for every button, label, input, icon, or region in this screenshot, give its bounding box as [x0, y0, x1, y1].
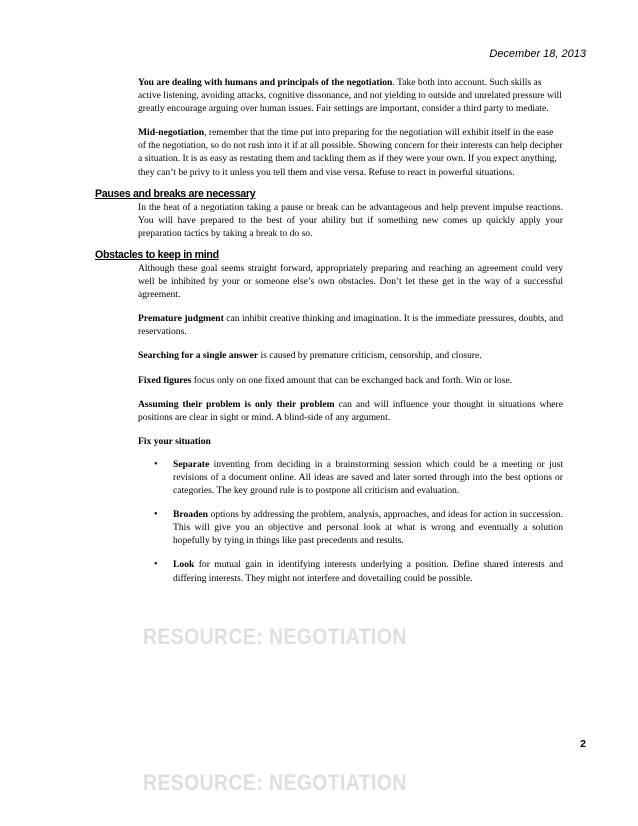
list-item-broaden — [154, 508, 563, 547]
section-heading-pauses: Pauses and breaks are necessary — [95, 187, 256, 200]
bullet-text: for mutual gain in identifying interests underlying a position. Define shared interests and differing interests. They might not interfere and dovetailing could be possible. — [173, 559, 563, 584]
obstacle-text: focus only on one fixed amount that can be exchanged back and forth. Win or lose. — [191, 374, 513, 386]
bullet-text: inventing from deciding in a brainstorming session which could be a meeting or just revisions of a document online. All ideas are saved and later sorted through into the best options or categories. The key ground rule is to postpone all criticism and evaluation. — [173, 458, 563, 497]
pauses-paragraph: In the heat of a negotiation taking a pause or break can be advantageous and help prevent impulse reactions. You will have prepared to the best of your ability but if something new comes up quickly apply your preparation tactics by taking a break to do so. — [138, 201, 563, 239]
obstacle-premature-judgment — [138, 312, 563, 338]
bullet-lead: Broaden — [173, 509, 209, 521]
section-heading-obstacles: Obstacles to keep in mind — [95, 248, 219, 261]
bullet-icon: • — [154, 458, 158, 470]
intro-paragraph-humans — [138, 76, 563, 115]
bullet-icon: • — [154, 509, 158, 521]
obstacle-lead: Searching for a single answer — [138, 350, 259, 362]
intro-humans-lead: You are dealing with humans and principals of the negotiation — [138, 77, 393, 88]
obstacle-lead: Premature judgment — [138, 313, 224, 325]
obstacles-intro-paragraph: Although these goal seems straight forward, appropriately preparing and reaching an agreement could very well be inhibited by your or someone else’s own obstacles. Don’t let these get in the way of a successful agreement. — [138, 262, 563, 301]
intro-mid-lead: Mid-negotiation — [138, 127, 205, 139]
bullet-text: options by addressing the problem, analysis, approaches, and ideas for action in succession. This will give you an objective and personal look at what is wrong and eventually a solution hopefully by tying in things like past precedents and results. — [173, 509, 563, 547]
document-date: December 18, 2013 — [489, 48, 586, 60]
bullet-icon: • — [154, 559, 158, 571]
obstacle-text: can and will influence your thought in situations where positions are clear in sight or mind. A blind-side of any argument. — [138, 398, 563, 423]
intro-mid-text: , remember that the time put into preparing for the negotiation will exhibit itself in the ease of the negotiation, so do not rush into it if at all possible. Showing concern for their interests can help decipher a situation. It is as easy as restating them and tackling them as if they were your own. If you expect anything, they can’t be privy to it unless you tell them and vise versa. Refuse to react in powerful situations. — [138, 127, 563, 178]
page-number: 2 — [580, 738, 586, 750]
obstacle-fixed-figures — [138, 374, 563, 387]
bullet-lead: Look — [173, 559, 195, 571]
intro-paragraph-mid-negotiation — [138, 126, 563, 178]
watermark-text-footer: RESOURCE: NEGOTIATION — [143, 770, 407, 795]
obstacle-text: can inhibit creative thinking and imagination. It is the immediate pressures, doubts, and reservations. — [138, 313, 563, 338]
page-content — [95, 76, 563, 596]
fix-situation-label: Fix your situation — [138, 435, 211, 447]
list-item-separate — [154, 458, 563, 497]
obstacle-assuming-problem — [138, 398, 563, 424]
list-item-look — [154, 558, 563, 584]
obstacle-lead: Fixed figures — [138, 374, 192, 386]
obstacle-single-answer — [138, 349, 563, 362]
intro-humans-text: . Take both into account. Such skills as active listening, avoiding attacks, cognitive dissonance, and not yielding to outside and unrelated pressure will greatly encourage arguing over human issues. Fair settings are important, consider a third party to mediate. — [138, 77, 562, 115]
fix-situation-list — [95, 458, 563, 585]
watermark-text: RESOURCE: NEGOTIATION — [143, 624, 407, 649]
bullet-lead: Separate — [173, 458, 210, 470]
obstacle-text: is caused by premature criticism, censorship, and closure. — [258, 350, 482, 362]
fix-situation-heading — [138, 435, 563, 448]
obstacle-lead: Assuming their problem is only their problem — [138, 398, 335, 410]
